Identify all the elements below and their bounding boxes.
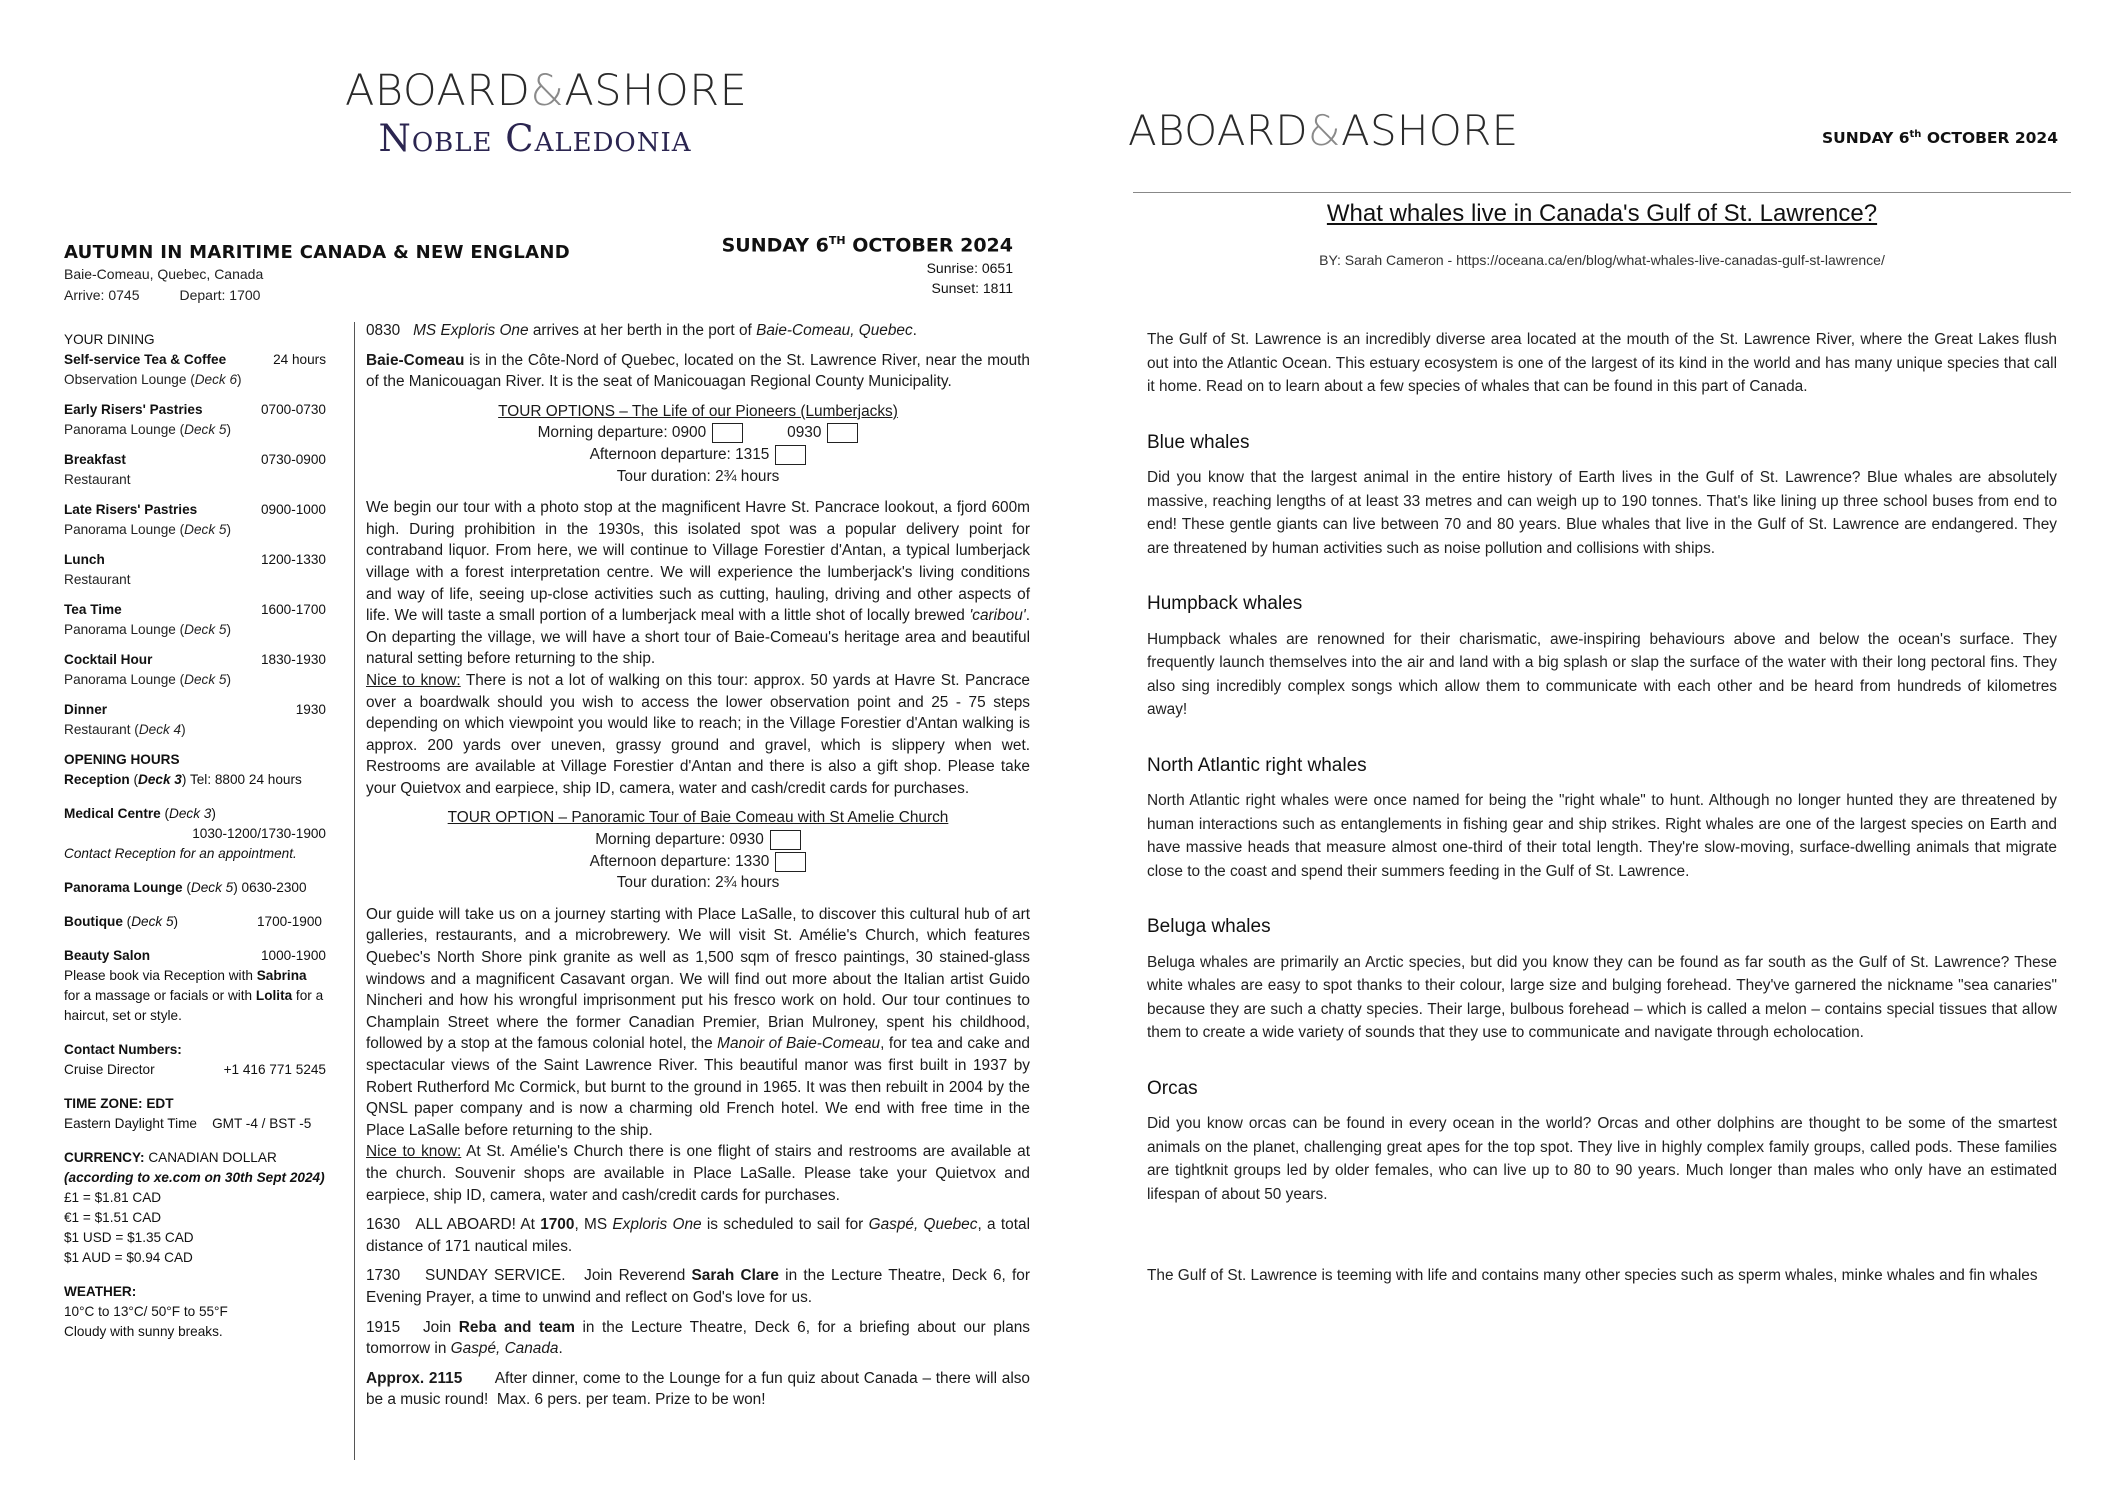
boutique-hours: Boutique (Deck 5) 1700-1900	[64, 914, 322, 929]
dining-item-name: Late Risers' Pastries	[64, 502, 198, 517]
noble-caledonia-logo: Noble Caledonia	[378, 117, 692, 160]
all-aboard-entry: 1630 ALL ABOARD! At 1700, MS Exploris One is scheduled to sail for Gaspé, Quebec, a total distance of 171 nautical miles.	[366, 1216, 1035, 1255]
tour2-nice-to-know: Nice to know: At St. Amélie's Church there is one flight of stairs and restrooms are available at the church. Souvenir shops are available in Place LaSalle. Please take your Quietvox and earpiece, ship ID, camera, water and cash/credit cards for purchases.	[366, 1143, 1030, 1204]
dining-item	[64, 500, 326, 540]
article-logo: ABOARD&ASHORE	[1128, 106, 1519, 155]
dining-item	[64, 700, 326, 740]
opening-hours-heading: OPENING HOURS	[64, 752, 180, 767]
article-intro: The Gulf of St. Lawrence is an incredibly diverse area located at the mouth of the St. Lawrence River, where the Great Lakes flush out into the Atlantic Ocean. This estuary ecosystem is one of the largest of its kind in the world and has many unique species that call it home. Read on to learn about a few species of whales that can be found in this part of Canada.	[1147, 331, 2057, 395]
section-heading: Humpback whales	[1147, 593, 1303, 614]
logo-aboard: ABOARD	[345, 66, 531, 116]
tour2-title: TOUR OPTION – Panoramic Tour of Baie Comeau with St Amelie Church	[447, 809, 949, 827]
dining-heading: YOUR DINING	[64, 332, 155, 347]
dining-item-place: Restaurant	[64, 572, 131, 587]
dining-item-place: Panorama Lounge (Deck 5)	[64, 522, 232, 537]
dining-item-time: 1930	[295, 702, 326, 717]
section-heading: Orcas	[1147, 1077, 1198, 1099]
info-sidebar	[64, 330, 326, 1352]
daily-programme	[366, 320, 1035, 1419]
opening-hours	[64, 750, 326, 790]
dining-item-name: Cocktail Hour	[64, 652, 153, 667]
section-heading: Beluga whales	[1147, 916, 1271, 937]
article-title: What whales live in Canada's Gulf of St. Lawrence?	[1326, 200, 1878, 227]
section-heading: North Atlantic right whales	[1147, 754, 1367, 776]
dining-item-time: 0900-1000	[260, 502, 326, 517]
arrive-time: Arrive: 0745	[64, 287, 140, 303]
tour1-morning-checkbox[interactable]	[712, 423, 743, 443]
tour1-afternoon: Afternoon departure: 1315	[366, 444, 1030, 466]
dining-item	[64, 650, 326, 690]
tour1-morning: Morning departure: 0900 0930	[366, 422, 1030, 444]
port-intro: Baie-Comeau is in the Côte-Nord of Quebec, located on the St. Lawrence River, near the mouth of the Manicouagan River. It is the seat of Manicouagan Regional County Municipality.	[366, 351, 1030, 391]
tour2-description: Our guide will take us on a journey starting with Place LaSalle, to discover this cultural hub of art galleries, restaurants, and a microbrewery. We will visit St. Amélie's Church, which features Quebec's North Shore pink granite as well as 1,500 sqm of fresco paintings, 30 stained-glass windows and a magnificent Casavant organ. We will find out more about the Italian artist Guido Nincheri and how his wrongful imprisonment put his fresco work on hold. Our tour continues to Champlain Street where the former Canadian Premier, Brian Mulroney, spent his childhood, followed by a stop at the famous colonial hotel, the Manoir of Baie-Comeau, for tea and cake and spectacular views of the Saint Lawrence River. This beautiful manor was first built in 1937 by Robert Rutherford Mc Cormick, but burnt to the ground in 1965. It was then rebuilt in 2004 by the QNSL paper company and is now a charming old French hotel. We end with free time in the Place LaSalle before returning to the ship.	[366, 905, 1030, 1139]
tour2-morning-checkbox[interactable]	[770, 830, 801, 850]
weather: WEATHER: 10°C to 13°C/ 50°F to 55°F Cloudy with sunny breaks.	[64, 1284, 228, 1339]
article-outro: The Gulf of St. Lawrence is teeming with life and contains many other species such as sperm whales, minke whales and fin whales	[1147, 1267, 2038, 1284]
section-text: North Atlantic right whales were once named for being the "right whale" to hunt. Although no longer hunted they are threatened by human interactions such as entanglements in fishing gear and ship strikes. Right whales are one of the largest species on Earth and have massive heads that measure almost one-third of their total length. They're slow-moving, surface-dwelling animals that migrate close to the coast and spend their summers feeding in the Gulf of St. Lawrence.	[1147, 792, 2057, 880]
sunday-service-entry: 1730 SUNDAY SERVICE. Join Reverend Sarah Clare in the Lecture Theatre, Deck 6, for Evening Prayer, a time to unwind and reflect on God's love for us.	[366, 1267, 1035, 1306]
dining-item-time: 1600-1700	[260, 602, 326, 617]
dining-item-place: Observation Lounge (Deck 6)	[64, 372, 242, 387]
trip-title: AUTUMN IN MARITIME CANADA & NEW ENGLAND	[64, 242, 570, 263]
section-text: Humpback whales are renowned for their charismatic, awe-inspiring behaviours above and below the ocean's surface. They frequently launch themselves into the air and land with a big splash or slap the surface of the water with their long pectoral fins. They also sing incredibly complex songs which allow them to communicate with each other and be heard from hundreds of kilometres away!	[1147, 630, 2057, 718]
article-sections	[1147, 431, 2057, 1207]
article-byline: BY: Sarah Cameron - https://oceana.ca/en/blog/what-whales-live-canadas-gulf-st-lawrence/	[1319, 252, 1885, 268]
dining-item-place: Panorama Lounge (Deck 5)	[64, 672, 232, 687]
tour1-nice-to-know: Nice to know: There is not a lot of walking on this tour: approx. 50 yards at Havre St. Pancrace over a boardwalk should you wish to access the lower observation point and 25 - 75 steps depending on which viewpoint you would like to reach; in the Village Forestier d'Antan walking is approx. 200 yards over uneven, grassy ground and gravel, which is slippery when wet. Restrooms are available at Village Forestier d'Antan and there is also a gift shop. Please take your Quietvox and earpiece, ship ID, camera, water and cash/credit cards for purchases.	[366, 671, 1030, 797]
dining-item-name: Dinner	[64, 702, 108, 717]
depart-time: Depart: 1700	[179, 287, 261, 303]
logo-ashore: ASHORE	[564, 66, 748, 116]
dining-item-time: 1200-1330	[260, 552, 326, 567]
trip-location: Baie-Comeau, Quebec, Canada	[64, 266, 264, 282]
dining-item-time: 1830-1930	[260, 652, 326, 667]
dining-item-name: Self-service Tea & Coffee	[64, 352, 227, 367]
dining-item-place: Restaurant	[64, 472, 131, 487]
time-zone: TIME ZONE: EDT Eastern Daylight Time GMT -4 / BST -5	[64, 1096, 312, 1131]
dining-item-name: Lunch	[64, 552, 105, 567]
article-page	[1061, 0, 2122, 1500]
tour1-title: TOUR OPTIONS – The Life of our Pioneers (Lumberjacks)	[498, 402, 898, 420]
logo-ampersand: &	[530, 66, 565, 116]
beauty-salon: Beauty Salon 1000-1900 Please book via Reception with Sabrina for a massage or facials or with Lolita for a haircut, set or style.	[64, 948, 326, 1023]
medical-centre: Medical Centre (Deck 3) 1030-1200/1730-1900 Contact Reception for an appointment.	[64, 806, 326, 861]
sunrise: Sunrise: 0651	[926, 260, 1013, 276]
programme-date: SUNDAY 6TH OCTOBER 2024	[721, 234, 1013, 257]
tour1-afternoon-checkbox[interactable]	[775, 445, 806, 465]
dining-item-time: 24 hours	[273, 352, 326, 367]
dining-item	[64, 450, 326, 490]
quiz-entry: Approx. 2115 After dinner, come to the Lounge for a fun quiz about Canada – there will also be a music round! Max. 6 pers. per team. Prize to be won!	[366, 1369, 1035, 1409]
panorama-lounge-hours: Panorama Lounge (Deck 5) 0630-2300	[64, 880, 307, 895]
tour2-morning: Morning departure: 0930	[366, 829, 1030, 851]
aboard-ashore-logo	[345, 66, 748, 116]
tour1-morning2-checkbox[interactable]	[827, 423, 858, 443]
briefing-entry: 1915 Join Reba and team in the Lecture Theatre, Deck 6, for a briefing about our plans tomorrow in Gaspé, Canada.	[366, 1318, 1035, 1358]
dining-item-place: Panorama Lounge (Deck 5)	[64, 422, 232, 437]
dining-item-place: Restaurant (Deck 4)	[64, 722, 186, 737]
section-text: Beluga whales are primarily an Arctic species, but did you know they can be found as far south as the Gulf of St. Lawrence? These white whales are easy to spot thanks to their colour, large size and bulging forehead. They've garnered the nickname "sea canaries" because they are such a chatty species. Their large, bulbous forehead – which is called a melon – contains special tissues that allow them to create a wide variety of sounds that they use to communicate and navigate through echolocation.	[1147, 953, 2057, 1041]
dining-item-name: Tea Time	[64, 602, 122, 617]
article-body	[1147, 328, 2057, 1288]
sunset: Sunset: 1811	[931, 280, 1013, 296]
dining-item-name: Early Risers' Pastries	[64, 402, 203, 417]
dining-item	[64, 350, 326, 390]
column-divider	[354, 322, 355, 1460]
section-text: Did you know orcas can be found in every ocean in the world? Orcas and other dolphins are thought to be some of the smartest animals on the planet, challenging great apes for the top spot. They live in highly complex family groups, called pods. These families are tightknit groups led by older females, who can live up to 80 to 90 years. Much longer than males who only have an estimated lifespan of about 50 years.	[1147, 1115, 2057, 1203]
trip-times	[64, 287, 260, 303]
dining-item	[64, 400, 326, 440]
dining-item-time: 0730-0900	[260, 452, 326, 467]
dining-item	[64, 600, 326, 640]
header-rule	[1133, 192, 2071, 193]
dining-item	[64, 550, 326, 590]
dining-item-name: Breakfast	[64, 452, 126, 467]
dining-item-place: Panorama Lounge (Deck 5)	[64, 622, 232, 637]
tour2-afternoon: Afternoon departure: 1330	[366, 851, 1030, 873]
reception-hours: Reception (Deck 3) Tel: 8800 24 hours	[64, 772, 302, 787]
section-text: Did you know that the largest animal in the entire history of Earth lives in the Gulf of St. Lawrence? Blue whales are absolutely massive, reaching lengths of at least 33 metres and can weigh up to 190 tonnes. That's like lining up three school buses from end to end! These gentle giants can live between 70 and 80 years. Blue whales that live in the Gulf of St. Lawrence are endangered. They are threatened by human activities such as noise pollution and collisions with ships.	[1147, 469, 2057, 557]
currency: CURRENCY: CANADIAN DOLLAR (according to xe.com on 30th Sept 2024) £1 = $1.81 CAD €1 = $1.51 CAD $1 USD = $1.35 CAD $1 AUD = $0.94 CAD	[64, 1150, 325, 1265]
tour1-description: We begin our tour with a photo stop at the magnificent Havre St. Pancrace lookout, a fjord 600m high. During prohibition in the 1930s, this isolated spot was a popular delivery point for contraband liquor. From here, we will continue to Village Forestier d'Antan, a typical lumberjack village with a forest interpretation centre. We will experience the lumberjack's living conditions and way of life, seeing up-close activities such as cutting, hauling, driving and other aspects of life. We will taste a small portion of a lumberjack meal with a little shot of locally brewed 'caribou'. On departing the village, we will have a short tour of Baie-Comeau's heritage area and beautiful natural setting before returning to the ship.	[366, 499, 1030, 668]
dining-item-time: 0700-0730	[260, 402, 326, 417]
contact-numbers: Contact Numbers: Cruise Director +1 416 771 5245	[64, 1042, 326, 1077]
dining-list	[64, 350, 326, 740]
tour2-afternoon-checkbox[interactable]	[775, 852, 806, 872]
tour1-duration: Tour duration: 2¾ hours	[616, 467, 780, 485]
section-heading: Blue whales	[1147, 431, 1250, 453]
article-date: SUNDAY 6th OCTOBER 2024	[1822, 129, 2058, 148]
tour2-duration: Tour duration: 2¾ hours	[616, 874, 780, 892]
arrival-entry: 0830 MS Exploris One arrives at her berth in the port of Baie-Comeau, Quebec.	[366, 322, 917, 339]
